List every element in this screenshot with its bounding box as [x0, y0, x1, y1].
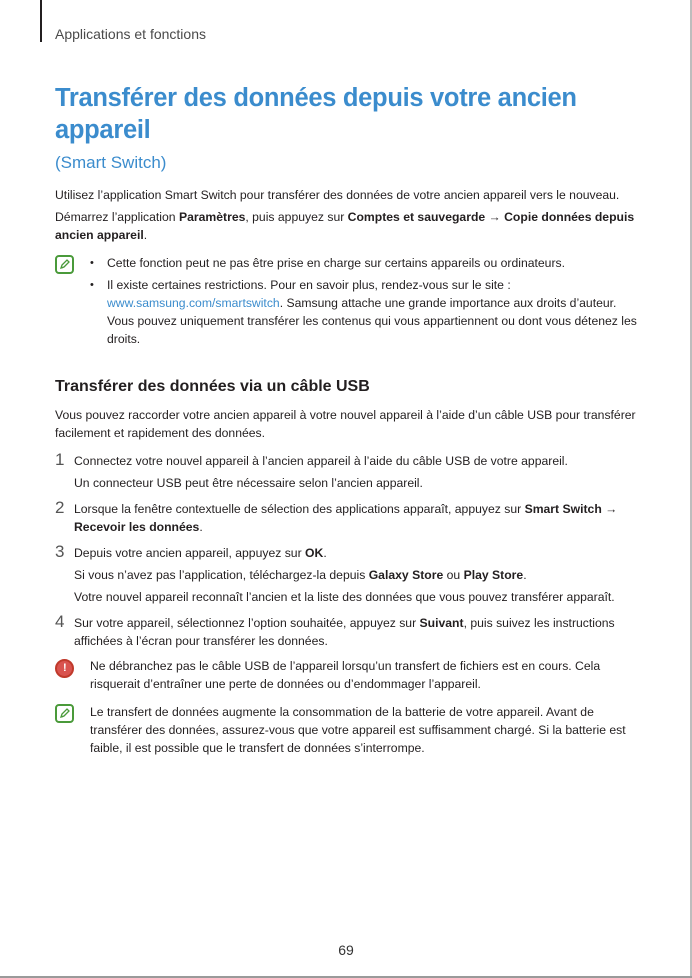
usb-intro-paragraph: Vous pouvez raccorder votre ancien appareil à votre nouvel appareil à l’aide d’un câble USB pour transférer facilement et rapidement des données. [55, 408, 636, 440]
page-number: 69 [338, 942, 354, 958]
page-content [55, 82, 640, 757]
play-store-label: Play Store [463, 568, 524, 582]
step-2-text [74, 500, 640, 536]
warning-box [55, 657, 640, 693]
step-number: 2 [55, 498, 65, 517]
note-2-text: Le transfert de données augmente la consommation de la batterie de votre appareil. Avant de transférer des données, assurez-vous que votre appareil est suffisamment chargé. Si la batterie est faible, il est possible que le transfert de données s’interrompe. [90, 705, 626, 755]
step-4 [55, 614, 640, 650]
note-bullets [55, 254, 640, 348]
step-2-bold: Smart Switch → Recevoir les données [74, 502, 618, 534]
step-3-l2-c: ou [443, 568, 464, 582]
step-3 [55, 544, 640, 606]
usb-section-heading: Transférer des données via un câble USB [55, 378, 370, 395]
pencil-note-icon [55, 255, 74, 274]
page-title: Transférer des données depuis votre ancien appareil [55, 84, 577, 144]
step-3-text-1: Depuis votre ancien appareil, appuyez sur [74, 546, 306, 560]
step-3-line-2 [74, 566, 640, 584]
launch-text-3: . [143, 228, 148, 242]
intro-paragraph: Utilisez l’application Smart Switch pour transférer des données de votre ancien appareil vers le nouveau. [55, 188, 620, 202]
step-3-line-3: Votre nouvel appareil reconnaît l’ancien et la liste des données que vous pouvez transférer apparaît. [74, 590, 615, 604]
step-4-text-2: , puis suivez les instructions affichées à l’écran pour transférer les données. [74, 616, 615, 648]
step-4-text [74, 614, 640, 650]
note-bullet-2 [90, 276, 640, 348]
launch-bold-2: Comptes et sauvegarde → Copie données depuis ancien appareil [55, 210, 635, 242]
note-bullet-2-text-b: . Samsung attache une grande importance aux droits d’auteur. Vous pouvez uniquement transférer les contenus qui vous appartiennent ou dont vous détenez les droits. [107, 296, 637, 346]
galaxy-store-label: Galaxy Store [368, 568, 444, 582]
step-3-l2-a: Si vous n’avez pas l’application, téléchargez-la depuis [74, 568, 369, 582]
step-4-text-1: Sur votre appareil, sélectionnez l’option souhaitée, appuyez sur [74, 616, 420, 630]
note-box-2 [55, 703, 640, 757]
launch-bold-1: Paramètres [178, 210, 246, 224]
launch-text-2: , puis appuyez sur [245, 210, 348, 224]
step-2 [55, 500, 640, 536]
section-header: Applications et fonctions [55, 26, 206, 42]
page-subtitle: (Smart Switch) [55, 153, 167, 172]
step-3-line-1 [74, 544, 640, 562]
step-2-text-1: Lorsque la fenêtre contextuelle de sélection des applications apparaît, appuyez sur [74, 502, 525, 516]
step-2-text-2: . [199, 520, 203, 534]
exclamation-warning-icon: ! [55, 659, 74, 678]
step-3-text-2: . [323, 546, 327, 560]
header-rule [40, 0, 42, 42]
smartswitch-link[interactable]: www.samsung.com/smartswitch [107, 296, 280, 310]
launch-text-1: Démarrez l’application [55, 210, 179, 224]
note-box-1 [55, 254, 640, 348]
step-1 [55, 452, 640, 492]
step-1-line-1: Connectez votre nouvel appareil à l’ancien appareil à l’aide du câble USB de votre appareil. [74, 454, 568, 468]
step-number: 1 [55, 450, 65, 469]
step-1-line-2: Un connecteur USB peut être nécessaire selon l’ancien appareil. [74, 476, 423, 490]
note-bullet-2-text-a: Il existe certaines restrictions. Pour en savoir plus, rendez-vous sur le site : [107, 278, 511, 292]
note-bullet-1: • Cette fonction peut ne pas être prise en charge sur certains appareils ou ordinateurs. [90, 254, 640, 272]
step-3-l2-d: . [523, 568, 527, 582]
warning-text: Ne débranchez pas le câble USB de l’appareil lorsqu’un transfert de fichiers est en cours. Cela risquerait d’entraîner une perte de données ou d’endommager l’appareil. [90, 659, 601, 691]
pencil-note-icon [55, 704, 74, 723]
step-4-bold: Suivant [419, 616, 464, 630]
step-number: 3 [55, 542, 65, 561]
launch-paragraph [55, 208, 640, 244]
step-number: 4 [55, 612, 65, 631]
step-3-bold-ok: OK [305, 546, 324, 560]
